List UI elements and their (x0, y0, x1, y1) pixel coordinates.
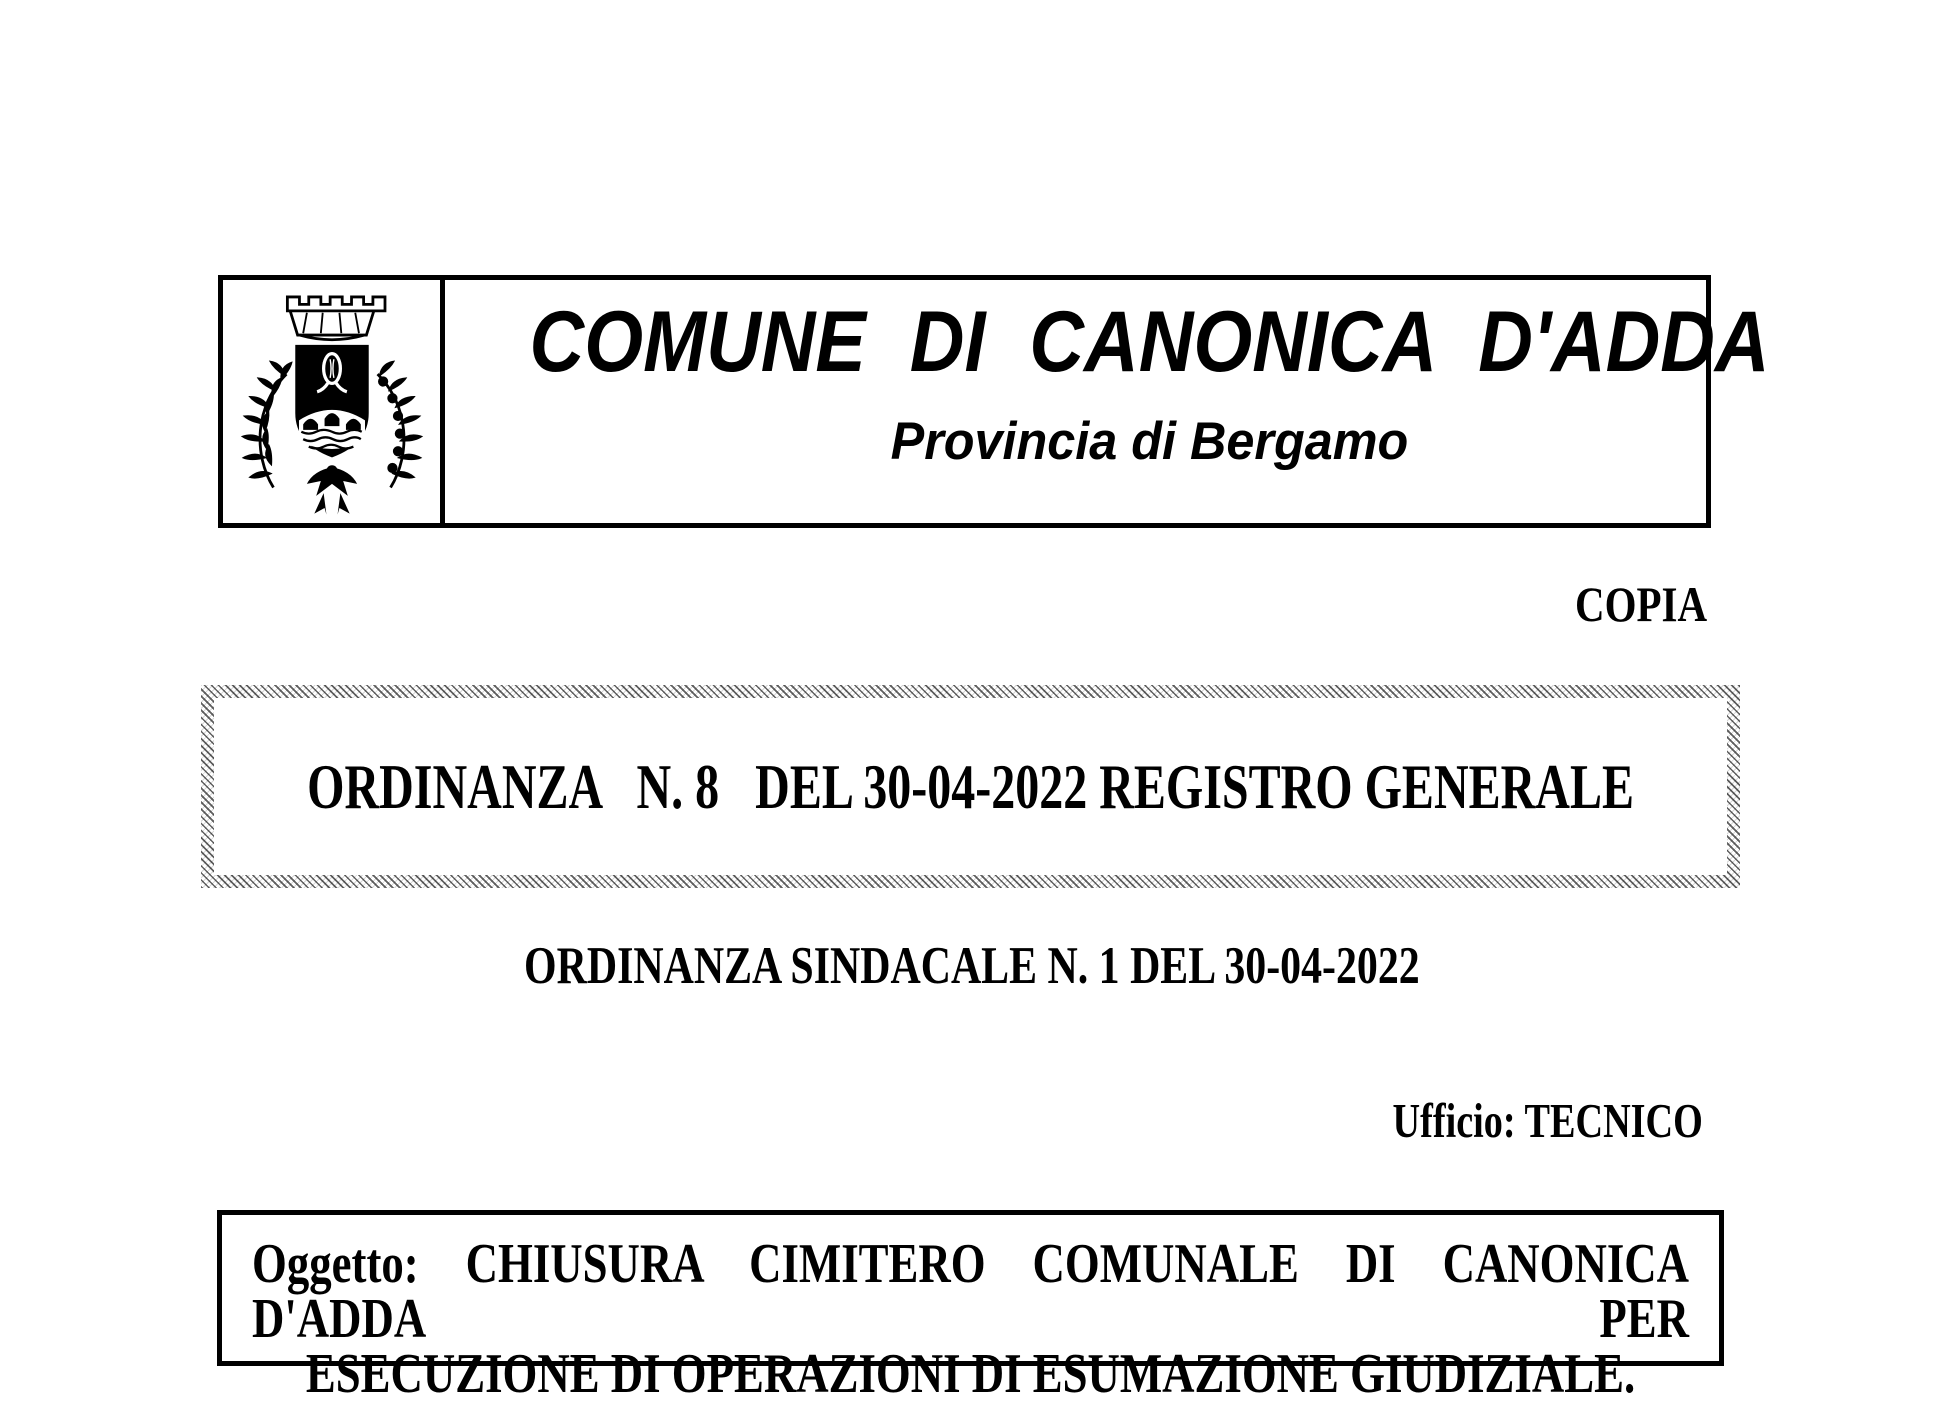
crown-icon (287, 296, 385, 339)
subject-line-2: ESECUZIONE DI OPERAZIONI DI ESUMAZIONE GIUDIZIALE. (305, 1343, 1636, 1405)
ribbon-bow-icon (306, 465, 356, 514)
title-cell (445, 280, 1854, 523)
ordinance-banner-inner (214, 698, 1727, 875)
laurel-branch-icon (241, 361, 291, 487)
crest-cell (223, 280, 445, 523)
copy-label: COPIA (1574, 576, 1707, 632)
office-label: Ufficio: TECNICO (1392, 1093, 1703, 1148)
ordinance-subtitle-text: ORDINANZA SINDACALE N. 1 DEL 30-04-2022 (523, 937, 1420, 995)
oak-branch-icon (377, 361, 422, 487)
municipal-coat-of-arms-icon (233, 283, 431, 521)
header-box (218, 275, 1770, 528)
shield-icon (296, 346, 367, 456)
subject-box (217, 1210, 1724, 1405)
subject-line-1: Oggetto: CHIUSURA CIMITERO COMUNALE DI CANONICA D'ADDA PER (252, 1233, 1689, 1350)
municipality-title: COMUNE DI CANONICA D'ADDA (529, 294, 1770, 390)
ordinance-banner-box (201, 685, 1740, 888)
ordinance-banner-text: ORDINANZA N. 8 DEL 30-04-2022 REGISTRO GENERALE (307, 750, 1634, 822)
province-subtitle: Provincia di Bergamo (890, 412, 1409, 471)
ordinance-subtitle (0, 936, 1943, 996)
